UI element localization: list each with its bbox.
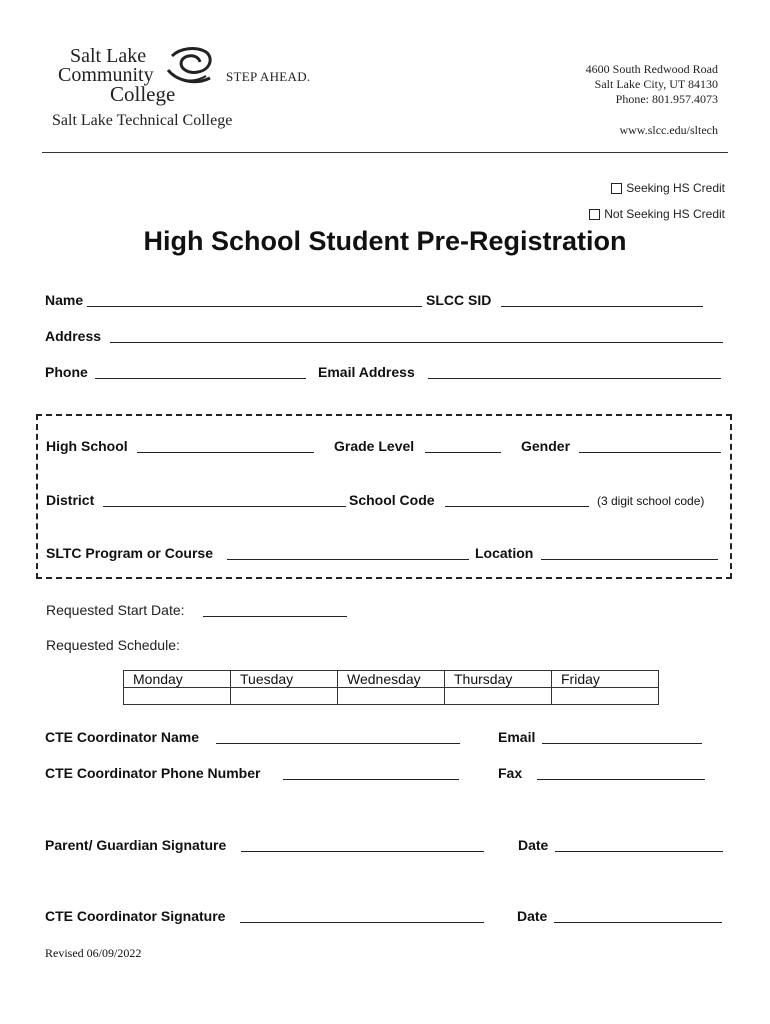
district-label: District <box>46 492 95 508</box>
email-address-label: Email Address <box>318 364 415 380</box>
schedule-cell-wednesday[interactable] <box>338 688 445 705</box>
grade-level-label: Grade Level <box>334 438 415 454</box>
logo-tagline: STEP AHEAD. <box>226 69 311 84</box>
parent-guardian-signature-field[interactable] <box>241 837 484 852</box>
schedule-cell-monday[interactable] <box>124 688 231 705</box>
school-code-label: School Code <box>349 492 435 508</box>
schedule-cell-friday[interactable] <box>552 688 659 705</box>
requested-start-date-label: Requested Start Date: <box>46 602 185 618</box>
checkbox[interactable] <box>611 183 622 194</box>
cte-coordinator-phone-field[interactable] <box>283 765 459 780</box>
school-code-field[interactable] <box>445 492 589 507</box>
cte-fax-label: Fax <box>498 765 523 781</box>
logo-text-college: College <box>110 82 176 106</box>
logo-text-community: Community <box>58 64 154 86</box>
schedule-entry-row <box>124 688 659 705</box>
not-seeking-hs-credit-option[interactable] <box>589 207 725 221</box>
sltc-program-label: SLTC Program or Course <box>46 545 213 561</box>
gender-label: Gender <box>521 438 571 454</box>
schedule-day-monday: Monday <box>124 671 231 688</box>
logo-text-salt-lake: Salt Lake <box>70 45 147 67</box>
schedule-day-thursday: Thursday <box>445 671 552 688</box>
gender-field[interactable] <box>579 438 721 453</box>
address-phone: Phone: 801.957.4073 <box>615 92 718 106</box>
requested-start-date-field[interactable] <box>203 602 347 617</box>
requested-schedule-label: Requested Schedule: <box>46 637 180 653</box>
logo-subtitle: Salt Lake Technical College <box>52 112 233 129</box>
name-field[interactable] <box>87 292 422 307</box>
header-divider <box>42 152 728 153</box>
cte-coordinator-name-label: CTE Coordinator Name <box>45 729 200 745</box>
not-seeking-hs-credit-label: Not Seeking HS Credit <box>604 207 725 221</box>
district-field[interactable] <box>103 492 346 507</box>
slcc-sid-field[interactable] <box>501 292 703 307</box>
checkbox[interactable] <box>589 209 600 220</box>
high-school-label: High School <box>46 438 128 454</box>
name-label: Name <box>45 292 84 308</box>
address-label: Address <box>45 328 102 344</box>
location-field[interactable] <box>541 545 718 560</box>
schedule-day-friday: Friday <box>552 671 659 688</box>
college-logo <box>58 46 328 108</box>
address-line-2: Salt Lake City, UT 84130 <box>594 77 718 91</box>
schedule-header-row <box>124 671 659 688</box>
parent-date-field[interactable] <box>555 837 723 852</box>
cte-coordinator-signature-field[interactable] <box>240 908 484 923</box>
revised-date: Revised 06/09/2022 <box>45 946 142 960</box>
parent-date-label: Date <box>518 837 549 853</box>
cte-coordinator-phone-label: CTE Coordinator Phone Number <box>45 765 261 781</box>
grade-level-field[interactable] <box>425 438 501 453</box>
phone-field[interactable] <box>95 364 306 379</box>
schedule-cell-thursday[interactable] <box>445 688 552 705</box>
logo-emblem-icon <box>166 46 218 88</box>
form-title: High School Student Pre-Registration <box>143 226 627 256</box>
cte-fax-field[interactable] <box>537 765 705 780</box>
cte-date-label: Date <box>517 908 548 924</box>
parent-guardian-signature-label: Parent/ Guardian Signature <box>45 837 227 853</box>
cte-email-label: Email <box>498 729 536 745</box>
schedule-table <box>123 670 659 705</box>
address-line-1: 4600 South Redwood Road <box>585 62 718 76</box>
phone-label: Phone <box>45 364 88 380</box>
email-address-field[interactable] <box>428 364 721 379</box>
address-website: www.slcc.edu/sltech <box>619 123 718 137</box>
schedule-day-tuesday: Tuesday <box>231 671 338 688</box>
address-field[interactable] <box>110 328 723 343</box>
cte-email-field[interactable] <box>542 729 702 744</box>
seeking-hs-credit-option[interactable] <box>611 181 725 195</box>
slcc-sid-label: SLCC SID <box>426 292 492 308</box>
seeking-hs-credit-label: Seeking HS Credit <box>626 181 725 195</box>
cte-coordinator-name-field[interactable] <box>216 729 460 744</box>
cte-coordinator-signature-label: CTE Coordinator Signature <box>45 908 226 924</box>
high-school-field[interactable] <box>137 438 314 453</box>
location-label: Location <box>475 545 534 561</box>
schedule-cell-tuesday[interactable] <box>231 688 338 705</box>
school-code-hint: (3 digit school code) <box>597 494 705 508</box>
sltc-program-field[interactable] <box>227 545 469 560</box>
cte-date-field[interactable] <box>554 908 722 923</box>
schedule-day-wednesday: Wednesday <box>338 671 445 688</box>
